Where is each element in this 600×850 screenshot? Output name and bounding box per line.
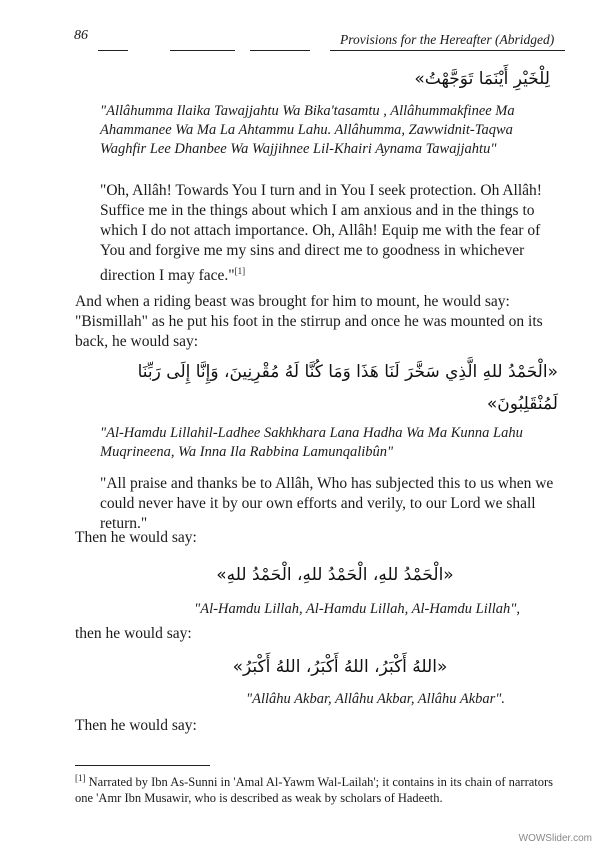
footnote-ref: [1] <box>234 266 246 276</box>
header-rule <box>170 50 235 51</box>
watermark: WOWSlider.com <box>518 833 592 844</box>
paragraph: Then he would say: <box>75 717 197 734</box>
dua2-arabic: «الْحَمْدُ للهِ الَّذِي سَخَّرَ لَنَا هَذَا وَمَا كُنَّا لَهُ مُقْرِنِينَ، وَإِنَّا إِلَى رَبِّنَا لَمُنْقَلِبُونَ» <box>137 362 558 414</box>
header-rule <box>250 50 310 51</box>
paragraph: And when a riding beast was brought for him to mount, he would say: "Bismillah" as he put his foot in the stirrup and once he was mounted on its back, he would say: <box>75 293 543 350</box>
footnote <box>75 770 565 806</box>
header-rule <box>330 50 565 51</box>
dua3-transliteration: "Al-Hamdu Lillah, Al-Hamdu Lillah, Al-Hamdu Lillah", <box>194 601 520 617</box>
footnote-rule <box>75 765 210 766</box>
dua2-transliteration: "Al-Hamdu Lillahil-Ladhee Sakhkhara Lana Hadha Wa Ma Kunna Lahu Muqrineena, Wa Inna Ila Rabbina Lamunqalibûn" <box>100 425 523 460</box>
paragraph: Then he would say: <box>75 529 197 546</box>
dua4-transliteration: "Allâhu Akbar, Allâhu Akbar, Allâhu Akbar". <box>246 691 505 707</box>
running-title: Provisions for the Hereafter (Abridged) <box>340 32 555 47</box>
dua1-arabic: لِلْخَيْرِ أَيْنَمَا تَوَجَّهْتُ» <box>414 69 550 89</box>
dua2-translation: "All praise and thanks be to Allâh, Who has subjected this to us when we could never have it by our own efforts and verily, to our Lord we shall return." <box>100 475 554 532</box>
footnote-text: Narrated by Ibn As-Sunni in 'Amal Al-Yawm Wal-Lailah'; it contains in its chain of narrators one 'Amr Ibn Musawir, who is described as weak by scholars of Hadeeth. <box>75 775 554 806</box>
dua1-translation-text: "Oh, Allâh! Towards You I turn and in You I seek protection. Oh Allâh! Suffice me in the things about which I am anxious and in the things to which I do not attach importance. Oh, Allâh! Equip me with the fear of You and forgive me my sins and direct me to goodness in whichever direction I may face." <box>100 182 542 285</box>
dua3-arabic: «الْحَمْدُ للهِ، الْحَمْدُ للهِ، الْحَمْدُ للهِ» <box>216 565 454 585</box>
dua4-arabic: «اللهُ أَكْبَرُ، اللهُ أَكْبَرُ، اللهُ أَكْبَرُ» <box>232 657 448 677</box>
header-rule <box>98 50 128 51</box>
footnote-mark: [1] <box>75 773 86 783</box>
page-number: 86 <box>74 28 88 43</box>
dua1-transliteration: "Allâhumma Ilaika Tawajjahtu Wa Bika'tasamtu , Allâhummakfinee Ma Ahammanee Wa Ma La Ahtammu Lahu. Allâhumma, Zawwidnit-Taqwa Waghfir Lee Dhanbee Wa Wajjihnee Lil-Khairi Aynama Tawajjahtu" <box>100 103 515 157</box>
paragraph: then he would say: <box>75 625 192 642</box>
dua1-translation <box>100 181 565 286</box>
